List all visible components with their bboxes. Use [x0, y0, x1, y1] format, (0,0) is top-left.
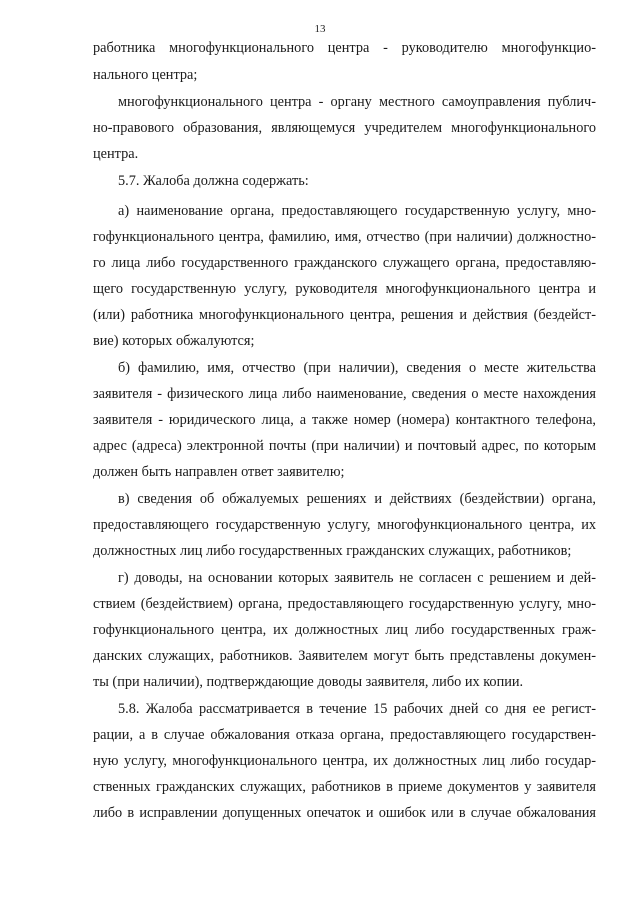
- text-line: многофункционального центра - органу местного самоуправления публич-: [118, 94, 596, 110]
- text-line: (или) работника многофункционального центра, решения и действия (бездейст-: [93, 307, 596, 323]
- text-line: но-правового образования, являющемуся учредителем многофункционального: [93, 120, 596, 136]
- text-line: адрес (адреса) электронной почты (при наличии) и почтовый адрес, по которым: [93, 438, 596, 454]
- text-line: 5.8. Жалоба рассматривается в течение 15 рабочих дней со дня ее регист-: [118, 701, 596, 717]
- text-line: го лица либо государственного гражданского служащего органа, предоставляю-: [93, 255, 596, 271]
- text-line: ствием (бездействием) органа, предоставляющего государственную услугу, мно-: [93, 596, 596, 612]
- text-line: гофункционального центра, фамилию, имя, отчество (при наличии) должностно-: [93, 229, 596, 245]
- text-line: либо в исправлении допущенных опечаток и ошибок или в случае обжалования: [93, 805, 596, 821]
- text-line: ственных гражданских служащих, работников в приеме документов у заявителя: [93, 779, 596, 795]
- text-line: должностных лиц либо государственных гражданских служащих, работников;: [93, 543, 572, 559]
- text-line: ную услугу, многофункционального центра, их должностных лиц либо государ-: [93, 753, 596, 769]
- text-line: рации, а в случае обжалования отказа органа, предоставляющего государствен-: [93, 727, 596, 743]
- text-line: нального центра;: [93, 67, 198, 83]
- text-line: г) доводы, на основании которых заявитель не согласен с решением и дей-: [118, 570, 596, 586]
- text-line: щего государственную услугу, руководителя многофункционального центра и: [93, 281, 596, 297]
- text-line: центра.: [93, 146, 139, 162]
- text-line: предоставляющего государственную услугу, многофункционального центра, их: [93, 517, 596, 533]
- page-number: 13: [314, 23, 326, 35]
- section-heading: 5.7. Жалоба должна содержать:: [118, 173, 309, 189]
- text-line: в) сведения об обжалуемых решениях и действиях (бездействии) органа,: [118, 491, 596, 507]
- text-line: должен быть направлен ответ заявителю;: [93, 464, 345, 480]
- text-line: заявителя - физического лица либо наименование, сведения о месте нахождения: [93, 386, 596, 402]
- text-line: данских служащих, работников. Заявителем могут быть представлены докумен-: [93, 648, 596, 664]
- text-line: работника многофункционального центра - руководителю многофункцио-: [93, 40, 596, 56]
- text-line: заявителя - юридического лица, а также номер (номера) контактного телефона,: [93, 412, 596, 428]
- text-line: а) наименование органа, предоставляющего государственную услугу, мно-: [118, 203, 596, 219]
- text-line: б) фамилию, имя, отчество (при наличии), сведения о месте жительства: [118, 360, 596, 376]
- text-line: ты (при наличии), подтверждающие доводы заявителя, либо их копии.: [93, 674, 524, 690]
- text-line: вие) которых обжалуются;: [93, 333, 255, 349]
- text-line: гофункционального центра, их должностных лиц либо государственных граж-: [93, 622, 596, 638]
